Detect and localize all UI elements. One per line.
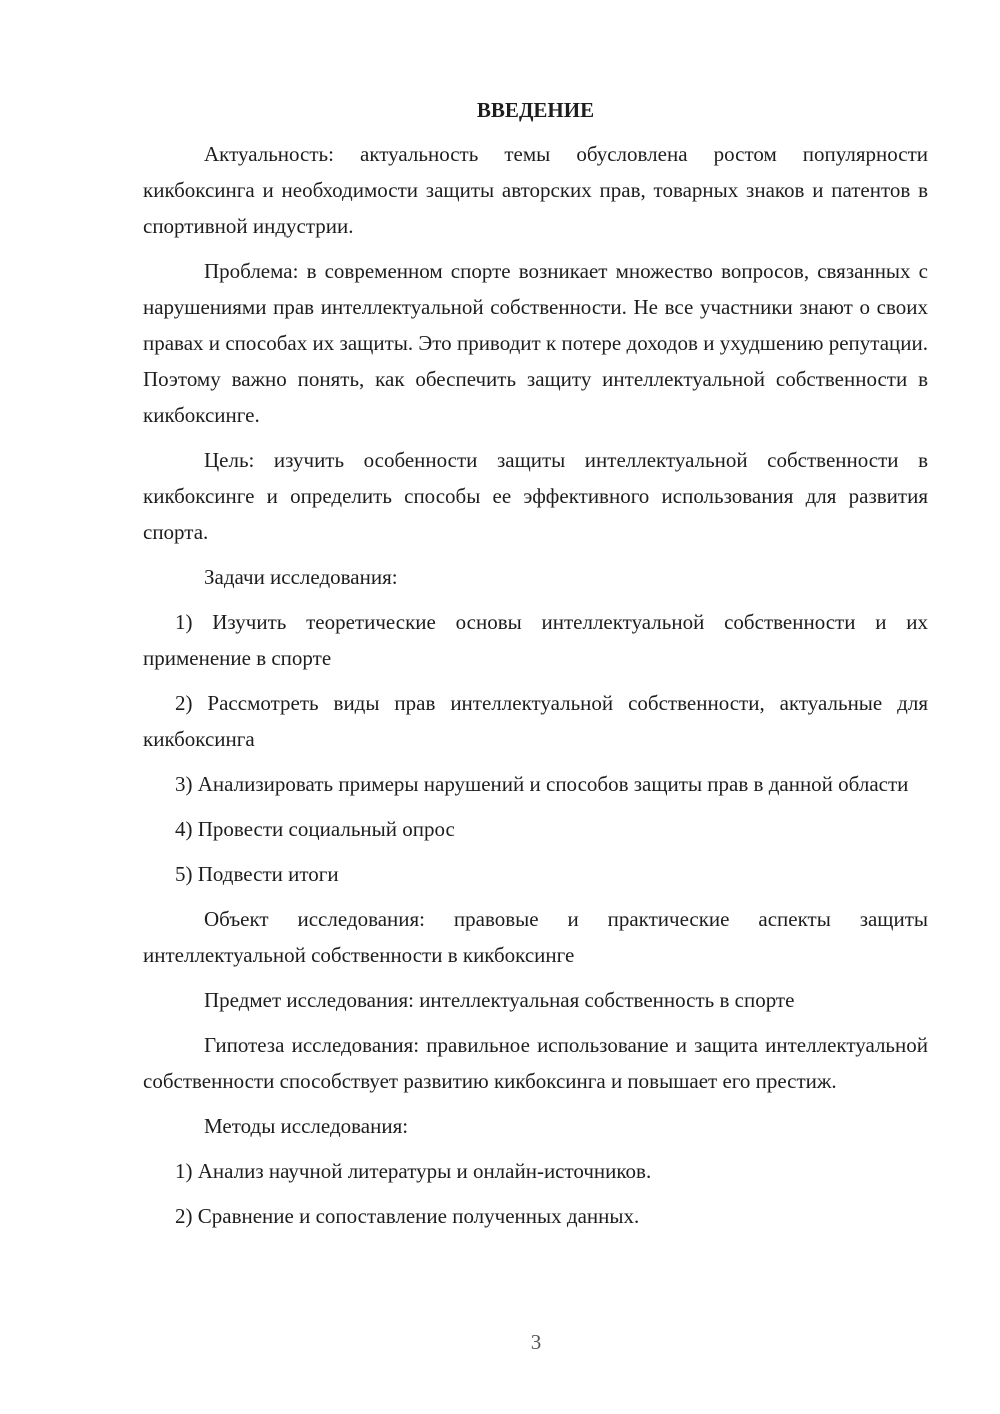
page-number: 3 [530,1330,542,1354]
task-item: 5) Подвести итоги [175,862,339,886]
relevance-paragraph: Актуальность: актуальность темы обусловлена ростом популярности кикбоксинга и необходимости защиты авторских прав, товарных знаков и патентов в спортивной индустрии. [143,142,928,238]
problem-paragraph: Проблема: в современном спорте возникает множество вопросов, связанных с нарушениями прав интеллектуальной собственности. Не все участники знают о своих правах и способах их защиты. Это приводит к потере доходов и ухудшению репутации. Поэтому важно понять, как обеспечить защиту интеллектуальной собственности в кикбоксинге. [143,259,928,427]
method-item: 2) Сравнение и сопоставление полученных данных. [175,1204,640,1228]
document-page [143,92,928,1243]
method-item: 1) Анализ научной литературы и онлайн-источников. [175,1159,652,1183]
hypothesis-paragraph: Гипотеза исследования: правильное использование и защита интеллектуальной собственности способствует развитию кикбоксинга и повышает его престиж. [143,1033,928,1093]
task-item: 2) Рассмотреть виды прав интеллектуальной собственности, актуальные для кикбоксинга [143,691,928,751]
task-item: 1) Изучить теоретические основы интеллектуальной собственности и их применение в спорте [143,610,928,670]
methods-heading: Методы исследования: [204,1114,409,1138]
object-paragraph: Объект исследования: правовые и практические аспекты защиты интеллектуальной собственности в кикбоксинге [143,907,928,967]
goal-paragraph: Цель: изучить особенности защиты интеллектуальной собственности в кикбоксинге и определить способы ее эффективного использования для развития спорта. [143,448,928,544]
task-item: 4) Провести социальный опрос [175,817,455,841]
page-title: ВВЕДЕНИЕ [476,98,595,122]
subject-paragraph: Предмет исследования: интеллектуальная собственность в спорте [204,988,795,1012]
tasks-heading: Задачи исследования: [204,565,398,589]
task-item: 3) Анализировать примеры нарушений и способов защиты прав в данной области [175,772,909,796]
